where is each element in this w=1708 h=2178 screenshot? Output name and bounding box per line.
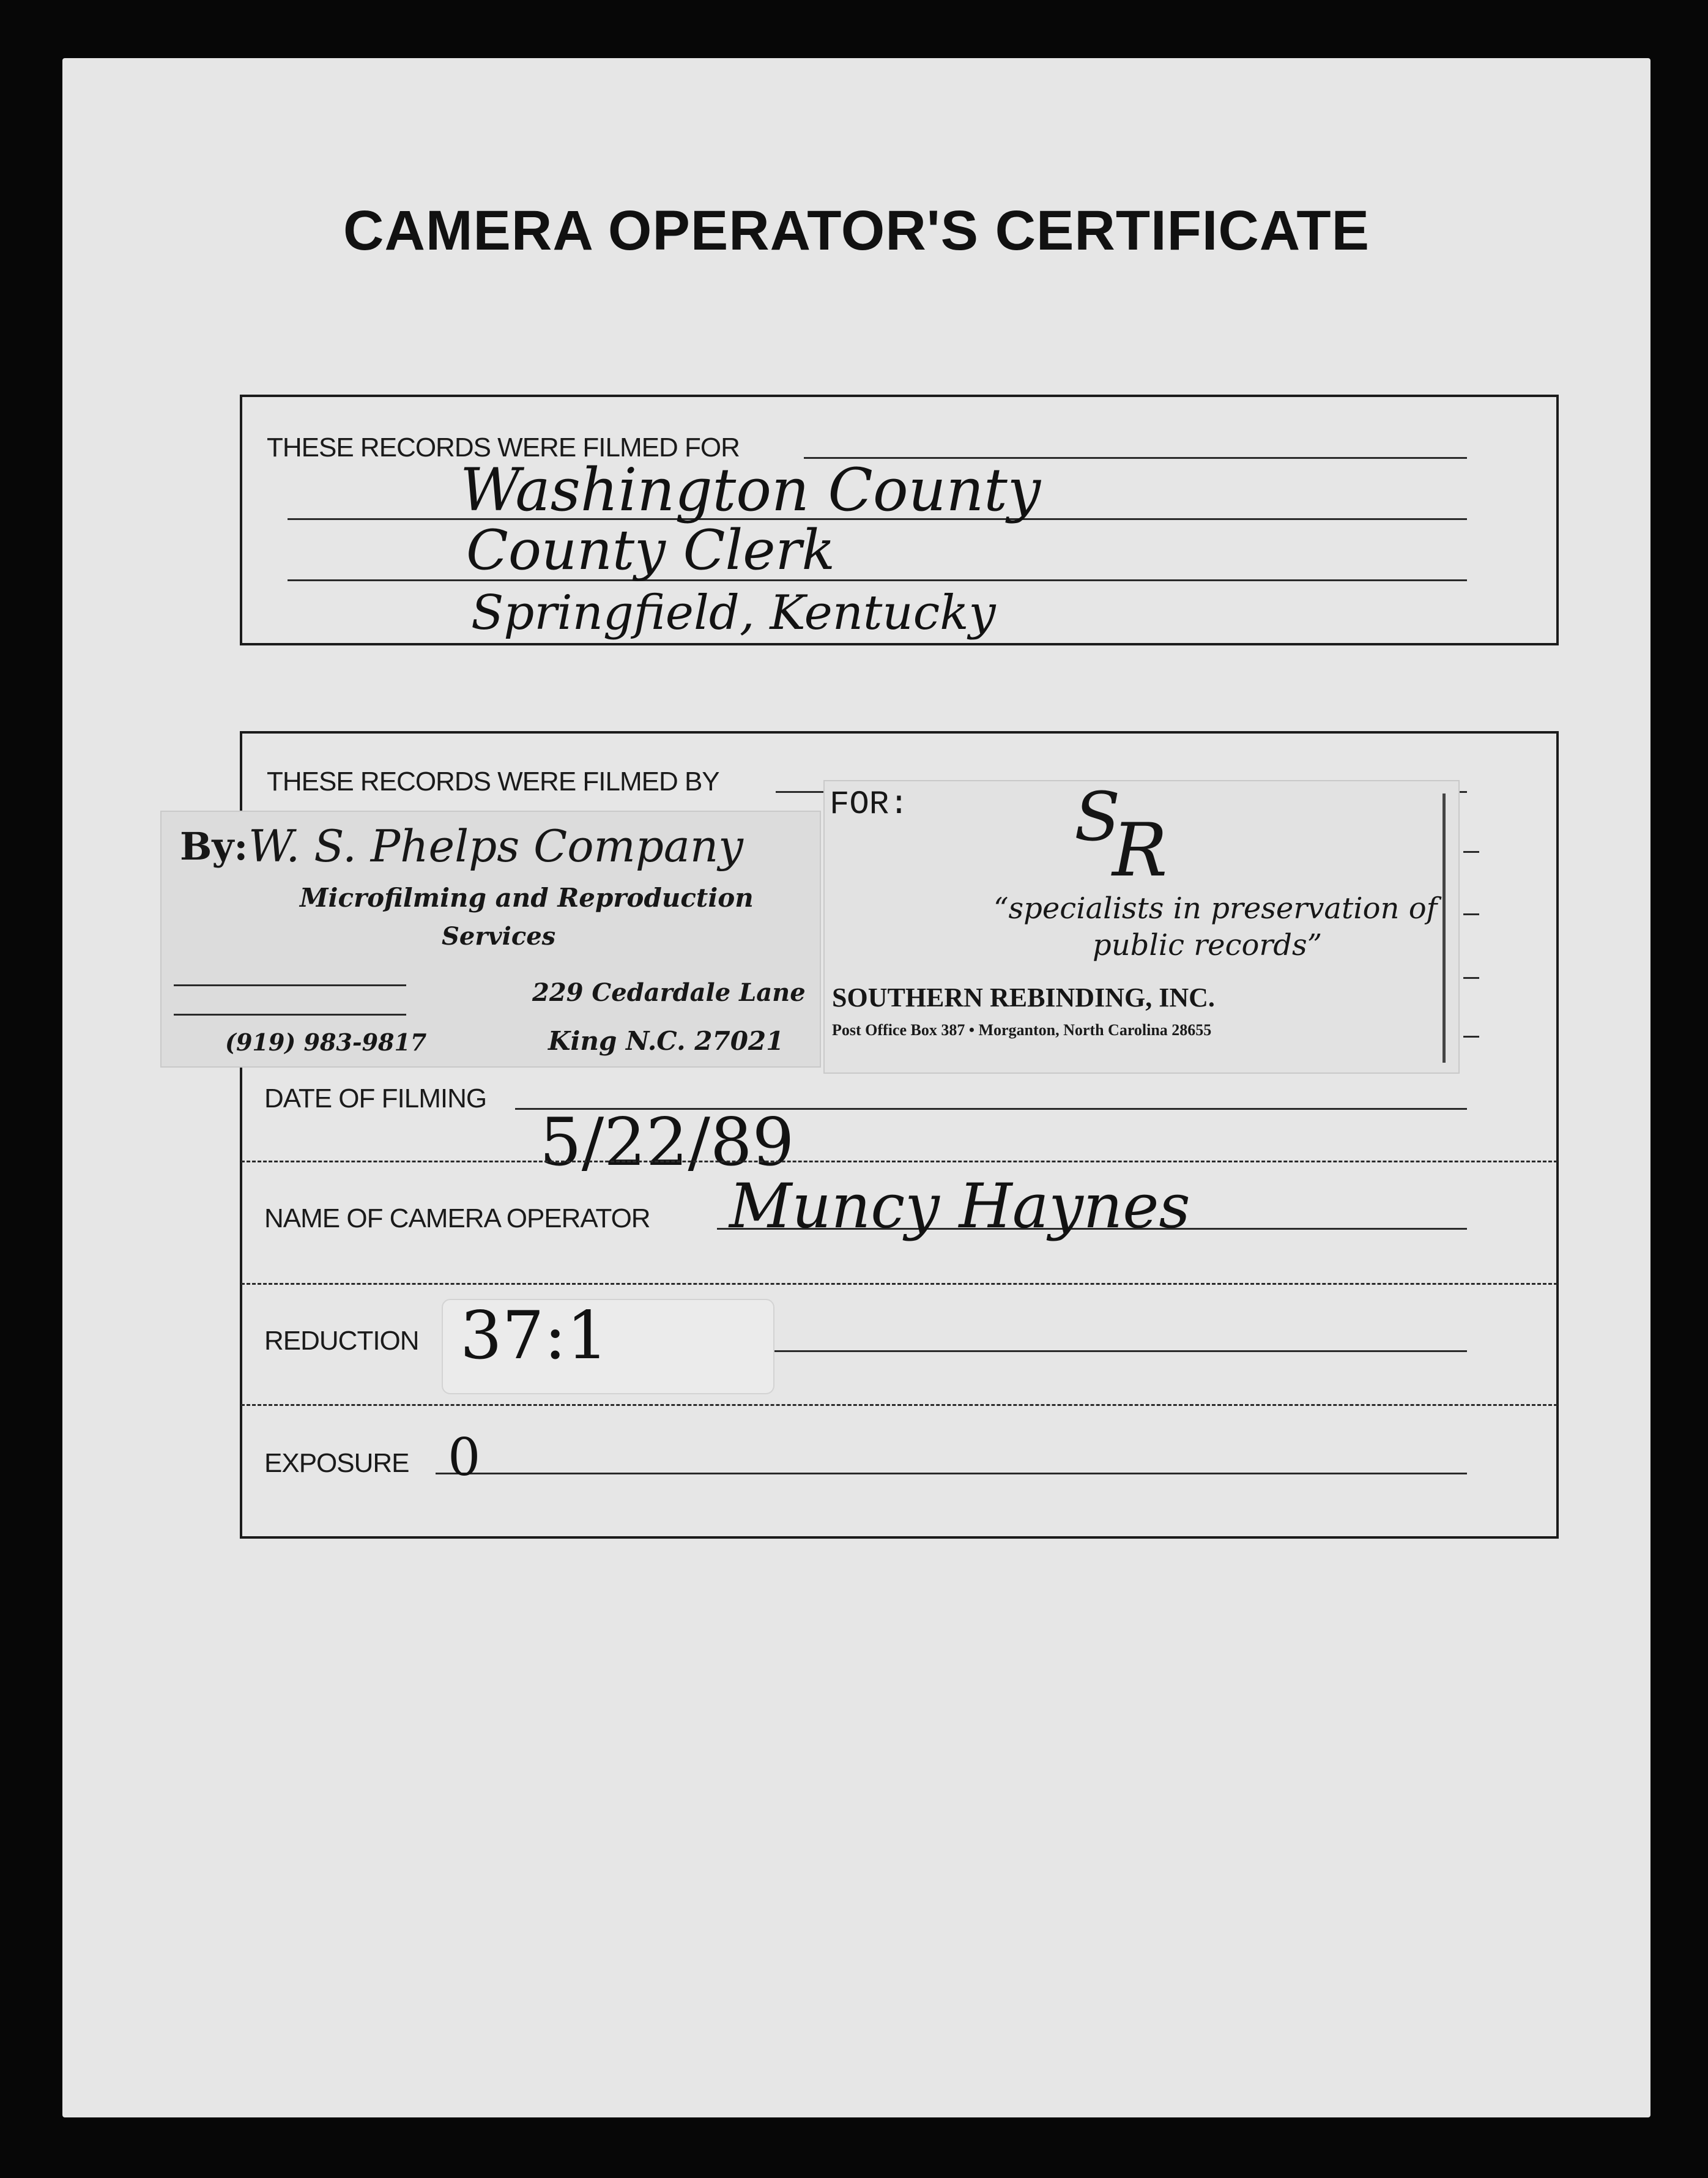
- operator-value: Muncy Haynes: [729, 1170, 1190, 1242]
- margin-tick: [1463, 977, 1479, 979]
- margin-tick: [1463, 913, 1479, 915]
- certificate-card: [62, 58, 1650, 2117]
- southern-address: Post Office Box 387 • Morganton, North Carolina 28655: [832, 1021, 1212, 1039]
- filmed-for-line-2: County Clerk: [466, 518, 836, 582]
- southern-for: FOR:: [830, 786, 909, 823]
- date-value: 5/22/89: [540, 1104, 795, 1181]
- filmed-for-line-1: Washington County: [460, 456, 1041, 524]
- filmed-for-line-3: Springfield, Kentucky: [471, 585, 996, 641]
- phelps-city: King N.C. 27021: [548, 1026, 784, 1056]
- exposure-value: 0: [448, 1427, 481, 1487]
- reduction-value: 37:1: [460, 1298, 609, 1374]
- filmed-by-label: THESE RECORDS WERE FILMED BY: [267, 767, 719, 797]
- southern-name: SOUTHERN REBINDING, INC.: [832, 983, 1215, 1013]
- southern-tagline-2: public records”: [1093, 928, 1323, 962]
- svg-text:S: S: [1074, 784, 1121, 856]
- certificate-title: CAMERA OPERATOR'S CERTIFICATE: [343, 199, 1370, 262]
- operator-divider: [241, 1283, 1558, 1285]
- phelps-services-1: Microfilming and Reproduction: [300, 883, 754, 913]
- operator-label: NAME OF CAMERA OPERATOR: [264, 1203, 650, 1233]
- phelps-street: 229 Cedardale Lane: [532, 978, 806, 1007]
- phelps-phone: (919) 983-9817: [225, 1028, 427, 1056]
- southern-tagline-1: “specialists in preservation of: [993, 891, 1438, 926]
- phelps-company: W. S. Phelps Company: [248, 820, 743, 872]
- margin-tick: [1463, 851, 1479, 853]
- southern-rebinding-logo: [1063, 784, 1192, 888]
- date-label: DATE OF FILMING: [264, 1083, 487, 1113]
- phelps-by: By:: [180, 824, 248, 869]
- filmed-for-rule-3: [288, 579, 1467, 581]
- phelps-stamp: [160, 811, 821, 1068]
- exposure-rule: [436, 1473, 1467, 1474]
- exposure-label: EXPOSURE: [264, 1448, 409, 1478]
- svg-text:R: R: [1112, 808, 1168, 888]
- phelps-rule-2: [174, 1014, 406, 1016]
- reduction-divider: [241, 1404, 1558, 1406]
- phelps-rule-1: [174, 984, 406, 986]
- reduction-rule: [774, 1350, 1467, 1352]
- phelps-services-2: Services: [442, 922, 556, 951]
- margin-tick: [1463, 1036, 1479, 1038]
- southern-edge-line: [1443, 794, 1446, 1063]
- reduction-label: REDUCTION: [264, 1326, 419, 1356]
- filmed-for-label: THESE RECORDS WERE FILMED FOR: [267, 433, 740, 463]
- date-divider: [241, 1161, 1558, 1162]
